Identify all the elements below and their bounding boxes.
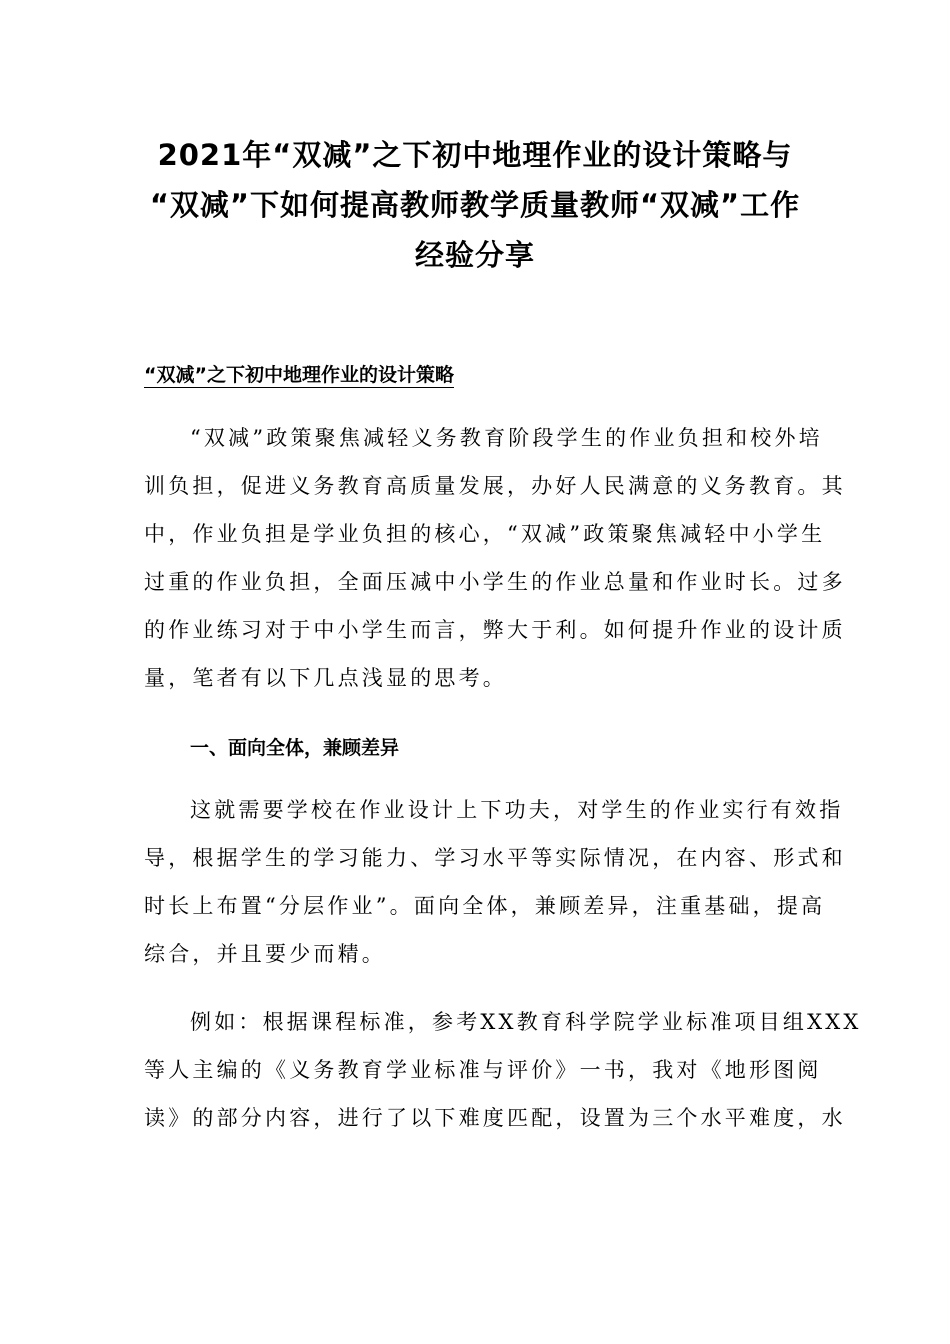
paragraph-line: 综合，并且要少而精。: [144, 942, 386, 966]
paragraph-line: 时长上布置“分层作业”。面向全体，兼顾差异，注重基础，提高: [144, 894, 826, 918]
paragraph-line: 量，笔者有以下几点浅显的思考。: [144, 666, 507, 690]
paragraph-example: [144, 998, 862, 1142]
paragraph-line: 中，作业负担是学业负担的核心，“双减”政策聚焦减轻中小学生: [144, 522, 826, 546]
section-heading: “双减”之下初中地理作业的设计策略: [144, 364, 454, 386]
document-title: [130, 130, 820, 280]
paragraph-line: “双减”政策聚焦减轻义务教育阶段学生的作业负担和校外培: [190, 426, 823, 450]
paragraph-line: 过重的作业负担，全面压减中小学生的作业总量和作业时长。过多: [144, 570, 846, 594]
title-line: 2021年“双减”之下初中地理作业的设计策略与: [157, 138, 793, 172]
paragraph-line: 等人主编的《义务教育学业标准与评价》一书，我对《地形图阅: [144, 1058, 822, 1082]
paragraph-line: 例如：根据课程标准，参考XX教育科学院学业标准项目组XXX: [190, 1010, 862, 1034]
paragraph-line: 导，根据学生的学习能力、学习水平等实际情况，在内容、形式和: [144, 846, 846, 870]
paragraph-line: 训负担，促进义务教育高质量发展，办好人民满意的义务教育。其: [144, 474, 846, 498]
paragraph-line: 读》的部分内容，进行了以下难度匹配，设置为三个水平难度，水: [144, 1106, 846, 1130]
title-line: “双减”下如何提高教师教学质量教师“双减”工作: [149, 188, 801, 222]
paragraph-line: 这就需要学校在作业设计上下功夫，对学生的作业实行有效指: [190, 798, 844, 822]
subheading-1: 一、面向全体，兼顾差异: [190, 737, 400, 759]
paragraph-intro: [144, 414, 846, 702]
paragraph-line: 的作业练习对于中小学生而言，弊大于利。如何提升作业的设计质: [144, 618, 846, 642]
paragraph-layered-homework: [144, 786, 846, 978]
title-line: 经验分享: [414, 238, 535, 272]
